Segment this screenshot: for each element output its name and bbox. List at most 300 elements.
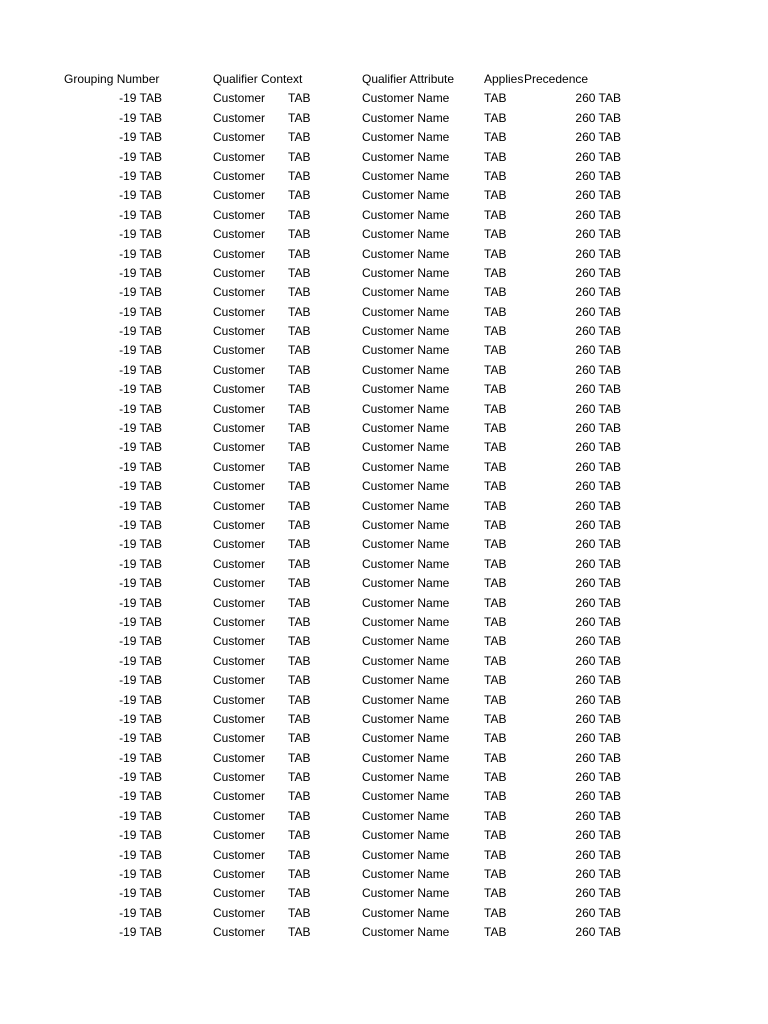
- precedence-cell: 260 TAB: [575, 149, 621, 164]
- grouping-number-cell: -19 TAB: [119, 614, 162, 629]
- attribute-tab-cell: TAB: [484, 401, 507, 416]
- context-tab-cell: TAB: [288, 808, 311, 823]
- grouping-number-cell: -19 TAB: [119, 653, 162, 668]
- precedence-cell: 260 TAB: [575, 498, 621, 513]
- grouping-number-cell: -19 TAB: [119, 634, 162, 649]
- context-tab-cell: TAB: [288, 556, 311, 571]
- grouping-number-cell: -19 TAB: [119, 343, 162, 358]
- qualifier-context-cell: Customer: [213, 828, 266, 843]
- precedence-cell: 260 TAB: [575, 750, 621, 765]
- table-row: [0, 652, 768, 671]
- context-tab-cell: TAB: [288, 886, 311, 901]
- precedence-cell: 260 TAB: [575, 343, 621, 358]
- grouping-number-cell: -19 TAB: [119, 168, 162, 183]
- precedence-cell: 260 TAB: [575, 634, 621, 649]
- context-tab-cell: TAB: [288, 168, 311, 183]
- table-row: [0, 691, 768, 710]
- precedence-cell: 260 TAB: [575, 246, 621, 261]
- context-tab-cell: TAB: [288, 440, 311, 455]
- qualifier-attribute-cell: Customer Name: [362, 847, 450, 862]
- context-tab-cell: TAB: [288, 285, 311, 300]
- context-tab-cell: TAB: [288, 653, 311, 668]
- qualifier-context-cell: Customer: [213, 905, 266, 920]
- qualifier-attribute-cell: Customer Name: [362, 517, 450, 532]
- table-row: [0, 458, 768, 477]
- attribute-tab-cell: TAB: [484, 207, 507, 222]
- table-row: [0, 380, 768, 399]
- table-row: [0, 303, 768, 322]
- qualifier-attribute-cell: Customer Name: [362, 110, 450, 125]
- qualifier-context-cell: Customer: [213, 285, 266, 300]
- grouping-number-cell: -19 TAB: [119, 459, 162, 474]
- qualifier-context-cell: Customer: [213, 265, 266, 280]
- attribute-tab-cell: TAB: [484, 382, 507, 397]
- context-tab-cell: TAB: [288, 614, 311, 629]
- grouping-number-cell: -19 TAB: [119, 265, 162, 280]
- context-tab-cell: TAB: [288, 731, 311, 746]
- qualifier-attribute-cell: Customer Name: [362, 595, 450, 610]
- table-row: [0, 148, 768, 167]
- table-row: [0, 865, 768, 884]
- precedence-cell: 260 TAB: [575, 517, 621, 532]
- table-row: [0, 245, 768, 264]
- attribute-tab-cell: TAB: [484, 847, 507, 862]
- table-row: [0, 225, 768, 244]
- precedence-cell: 260 TAB: [575, 789, 621, 804]
- grouping-number-cell: -19 TAB: [119, 905, 162, 920]
- context-tab-cell: TAB: [288, 265, 311, 280]
- qualifier-attribute-cell: Customer Name: [362, 905, 450, 920]
- precedence-cell: 260 TAB: [575, 770, 621, 785]
- attribute-tab-cell: TAB: [484, 130, 507, 145]
- precedence-cell: 260 TAB: [575, 673, 621, 688]
- qualifier-context-cell: Customer: [213, 789, 266, 804]
- attribute-tab-cell: TAB: [484, 479, 507, 494]
- attribute-tab-cell: TAB: [484, 614, 507, 629]
- attribute-tab-cell: TAB: [484, 537, 507, 552]
- grouping-number-cell: -19 TAB: [119, 207, 162, 222]
- qualifier-context-cell: Customer: [213, 188, 266, 203]
- table-row: [0, 826, 768, 845]
- table-row: [0, 264, 768, 283]
- qualifier-attribute-cell: Customer Name: [362, 246, 450, 261]
- attribute-tab-cell: TAB: [484, 808, 507, 823]
- grouping-number-cell: -19 TAB: [119, 576, 162, 591]
- qualifier-attribute-cell: Customer Name: [362, 731, 450, 746]
- table-row: [0, 904, 768, 923]
- qualifier-attribute-cell: Customer Name: [362, 556, 450, 571]
- precedence-cell: 260 TAB: [575, 401, 621, 416]
- precedence-cell: 260 TAB: [575, 440, 621, 455]
- context-tab-cell: TAB: [288, 498, 311, 513]
- table-row: [0, 535, 768, 554]
- attribute-tab-cell: TAB: [484, 750, 507, 765]
- grouping-number-cell: -19 TAB: [119, 828, 162, 843]
- table-row: [0, 283, 768, 302]
- attribute-tab-cell: TAB: [484, 149, 507, 164]
- precedence-cell: 260 TAB: [575, 576, 621, 591]
- qualifier-context-cell: Customer: [213, 614, 266, 629]
- attribute-tab-cell: TAB: [484, 343, 507, 358]
- table-row: [0, 574, 768, 593]
- table-row: [0, 846, 768, 865]
- grouping-number-cell: -19 TAB: [119, 673, 162, 688]
- table-body: [0, 89, 768, 942]
- attribute-tab-cell: TAB: [484, 576, 507, 591]
- table-row: [0, 341, 768, 360]
- qualifier-attribute-cell: Customer Name: [362, 459, 450, 474]
- qualifier-attribute-cell: Customer Name: [362, 634, 450, 649]
- attribute-tab-cell: TAB: [484, 91, 507, 106]
- grouping-number-cell: -19 TAB: [119, 731, 162, 746]
- qualifier-attribute-cell: Customer Name: [362, 382, 450, 397]
- attribute-tab-cell: TAB: [484, 770, 507, 785]
- context-tab-cell: TAB: [288, 110, 311, 125]
- precedence-cell: 260 TAB: [575, 362, 621, 377]
- qualifier-table: [0, 70, 768, 943]
- context-tab-cell: TAB: [288, 711, 311, 726]
- qualifier-attribute-cell: Customer Name: [362, 265, 450, 280]
- qualifier-context-cell: Customer: [213, 673, 266, 688]
- grouping-number-cell: -19 TAB: [119, 498, 162, 513]
- context-tab-cell: TAB: [288, 479, 311, 494]
- grouping-number-cell: -19 TAB: [119, 110, 162, 125]
- grouping-number-cell: -19 TAB: [119, 91, 162, 106]
- qualifier-attribute-cell: Customer Name: [362, 692, 450, 707]
- table-row: [0, 400, 768, 419]
- table-row: [0, 419, 768, 438]
- table-row: [0, 128, 768, 147]
- qualifier-context-cell: Customer: [213, 556, 266, 571]
- qualifier-attribute-cell: Customer Name: [362, 789, 450, 804]
- attribute-tab-cell: TAB: [484, 265, 507, 280]
- context-tab-cell: TAB: [288, 130, 311, 145]
- precedence-cell: 260 TAB: [575, 265, 621, 280]
- context-tab-cell: TAB: [288, 692, 311, 707]
- table-row: [0, 768, 768, 787]
- table-row: [0, 555, 768, 574]
- context-tab-cell: TAB: [288, 304, 311, 319]
- attribute-tab-cell: TAB: [484, 459, 507, 474]
- qualifier-context-cell: Customer: [213, 925, 266, 940]
- context-tab-cell: TAB: [288, 91, 311, 106]
- context-tab-cell: TAB: [288, 537, 311, 552]
- context-tab-cell: TAB: [288, 149, 311, 164]
- precedence-cell: 260 TAB: [575, 537, 621, 552]
- precedence-cell: 260 TAB: [575, 653, 621, 668]
- context-tab-cell: TAB: [288, 517, 311, 532]
- table-row: [0, 516, 768, 535]
- precedence-cell: 260 TAB: [575, 886, 621, 901]
- qualifier-attribute-cell: Customer Name: [362, 673, 450, 688]
- grouping-number-cell: -19 TAB: [119, 556, 162, 571]
- precedence-cell: 260 TAB: [575, 285, 621, 300]
- context-tab-cell: TAB: [288, 421, 311, 436]
- precedence-cell: 260 TAB: [575, 382, 621, 397]
- table-row: [0, 477, 768, 496]
- attribute-tab-cell: TAB: [484, 227, 507, 242]
- qualifier-attribute-cell: Customer Name: [362, 750, 450, 765]
- qualifier-attribute-cell: Customer Name: [362, 343, 450, 358]
- qualifier-attribute-cell: Customer Name: [362, 207, 450, 222]
- precedence-cell: 260 TAB: [575, 91, 621, 106]
- grouping-number-cell: -19 TAB: [119, 711, 162, 726]
- attribute-tab-cell: TAB: [484, 886, 507, 901]
- precedence-cell: 260 TAB: [575, 227, 621, 242]
- precedence-cell: 260 TAB: [575, 130, 621, 145]
- grouping-number-cell: -19 TAB: [119, 808, 162, 823]
- attribute-tab-cell: TAB: [484, 246, 507, 261]
- qualifier-attribute-cell: Customer Name: [362, 614, 450, 629]
- context-tab-cell: TAB: [288, 576, 311, 591]
- qualifier-attribute-cell: Customer Name: [362, 227, 450, 242]
- qualifier-context-cell: Customer: [213, 886, 266, 901]
- context-tab-cell: TAB: [288, 188, 311, 203]
- attribute-tab-cell: TAB: [484, 653, 507, 668]
- qualifier-context-cell: Customer: [213, 479, 266, 494]
- qualifier-attribute-cell: Customer Name: [362, 867, 450, 882]
- attribute-tab-cell: TAB: [484, 110, 507, 125]
- table-row: [0, 497, 768, 516]
- table-row: [0, 186, 768, 205]
- context-tab-cell: TAB: [288, 789, 311, 804]
- precedence-cell: 260 TAB: [575, 847, 621, 862]
- qualifier-context-cell: Customer: [213, 362, 266, 377]
- qualifier-attribute-cell: Customer Name: [362, 401, 450, 416]
- qualifier-attribute-cell: Customer Name: [362, 285, 450, 300]
- attribute-tab-cell: TAB: [484, 867, 507, 882]
- table-row: [0, 89, 768, 108]
- qualifier-attribute-cell: Customer Name: [362, 925, 450, 940]
- grouping-number-cell: -19 TAB: [119, 149, 162, 164]
- attribute-tab-cell: TAB: [484, 556, 507, 571]
- table-row: [0, 884, 768, 903]
- qualifier-context-cell: Customer: [213, 847, 266, 862]
- grouping-number-cell: -19 TAB: [119, 130, 162, 145]
- attribute-tab-cell: TAB: [484, 421, 507, 436]
- qualifier-context-cell: Customer: [213, 246, 266, 261]
- attribute-tab-cell: TAB: [484, 168, 507, 183]
- grouping-number-cell: -19 TAB: [119, 692, 162, 707]
- context-tab-cell: TAB: [288, 246, 311, 261]
- attribute-tab-cell: TAB: [484, 498, 507, 513]
- qualifier-attribute-cell: Customer Name: [362, 828, 450, 843]
- context-tab-cell: TAB: [288, 343, 311, 358]
- grouping-number-cell: -19 TAB: [119, 925, 162, 940]
- qualifier-context-cell: Customer: [213, 808, 266, 823]
- precedence-cell: 260 TAB: [575, 905, 621, 920]
- precedence-cell: 260 TAB: [575, 867, 621, 882]
- context-tab-cell: TAB: [288, 634, 311, 649]
- qualifier-context-cell: Customer: [213, 343, 266, 358]
- precedence-cell: 260 TAB: [575, 459, 621, 474]
- qualifier-context-cell: Customer: [213, 207, 266, 222]
- table-row: [0, 749, 768, 768]
- precedence-cell: 260 TAB: [575, 731, 621, 746]
- qualifier-context-cell: Customer: [213, 576, 266, 591]
- table-row: [0, 361, 768, 380]
- context-tab-cell: TAB: [288, 847, 311, 862]
- table-row: [0, 438, 768, 457]
- grouping-number-cell: -19 TAB: [119, 789, 162, 804]
- context-tab-cell: TAB: [288, 401, 311, 416]
- header-grouping-number: Grouping Number: [64, 72, 160, 86]
- table-row: [0, 787, 768, 806]
- table-row: [0, 632, 768, 651]
- precedence-cell: 260 TAB: [575, 110, 621, 125]
- precedence-cell: 260 TAB: [575, 556, 621, 571]
- precedence-cell: 260 TAB: [575, 925, 621, 940]
- precedence-cell: 260 TAB: [575, 207, 621, 222]
- context-tab-cell: TAB: [288, 207, 311, 222]
- precedence-cell: 260 TAB: [575, 692, 621, 707]
- grouping-number-cell: -19 TAB: [119, 440, 162, 455]
- qualifier-context-cell: Customer: [213, 110, 266, 125]
- table-row: [0, 322, 768, 341]
- grouping-number-cell: -19 TAB: [119, 421, 162, 436]
- qualifier-context-cell: Customer: [213, 867, 266, 882]
- grouping-number-cell: -19 TAB: [119, 362, 162, 377]
- attribute-tab-cell: TAB: [484, 188, 507, 203]
- context-tab-cell: TAB: [288, 362, 311, 377]
- attribute-tab-cell: TAB: [484, 285, 507, 300]
- context-tab-cell: TAB: [288, 227, 311, 242]
- precedence-cell: 260 TAB: [575, 828, 621, 843]
- header-applies: Applies: [484, 72, 524, 86]
- precedence-cell: 260 TAB: [575, 304, 621, 319]
- grouping-number-cell: -19 TAB: [119, 324, 162, 339]
- table-row: [0, 109, 768, 128]
- attribute-tab-cell: TAB: [484, 362, 507, 377]
- qualifier-context-cell: Customer: [213, 731, 266, 746]
- qualifier-attribute-cell: Customer Name: [362, 188, 450, 203]
- grouping-number-cell: -19 TAB: [119, 285, 162, 300]
- qualifier-context-cell: Customer: [213, 227, 266, 242]
- context-tab-cell: TAB: [288, 750, 311, 765]
- qualifier-context-cell: Customer: [213, 401, 266, 416]
- precedence-cell: 260 TAB: [575, 168, 621, 183]
- grouping-number-cell: -19 TAB: [119, 770, 162, 785]
- context-tab-cell: TAB: [288, 828, 311, 843]
- precedence-cell: 260 TAB: [575, 324, 621, 339]
- context-tab-cell: TAB: [288, 673, 311, 688]
- context-tab-cell: TAB: [288, 382, 311, 397]
- context-tab-cell: TAB: [288, 770, 311, 785]
- qualifier-attribute-cell: Customer Name: [362, 711, 450, 726]
- qualifier-attribute-cell: Customer Name: [362, 440, 450, 455]
- qualifier-context-cell: Customer: [213, 750, 266, 765]
- qualifier-context-cell: Customer: [213, 168, 266, 183]
- qualifier-attribute-cell: Customer Name: [362, 653, 450, 668]
- context-tab-cell: TAB: [288, 905, 311, 920]
- attribute-tab-cell: TAB: [484, 673, 507, 688]
- attribute-tab-cell: TAB: [484, 692, 507, 707]
- qualifier-attribute-cell: Customer Name: [362, 91, 450, 106]
- grouping-number-cell: -19 TAB: [119, 886, 162, 901]
- qualifier-attribute-cell: Customer Name: [362, 576, 450, 591]
- qualifier-context-cell: Customer: [213, 421, 266, 436]
- precedence-cell: 260 TAB: [575, 711, 621, 726]
- qualifier-context-cell: Customer: [213, 440, 266, 455]
- attribute-tab-cell: TAB: [484, 595, 507, 610]
- qualifier-attribute-cell: Customer Name: [362, 808, 450, 823]
- qualifier-context-cell: Customer: [213, 770, 266, 785]
- attribute-tab-cell: TAB: [484, 440, 507, 455]
- qualifier-context-cell: Customer: [213, 382, 266, 397]
- precedence-cell: 260 TAB: [575, 421, 621, 436]
- grouping-number-cell: -19 TAB: [119, 479, 162, 494]
- table-row: [0, 710, 768, 729]
- grouping-number-cell: -19 TAB: [119, 304, 162, 319]
- table-row: [0, 206, 768, 225]
- attribute-tab-cell: TAB: [484, 731, 507, 746]
- qualifier-attribute-cell: Customer Name: [362, 498, 450, 513]
- qualifier-attribute-cell: Customer Name: [362, 149, 450, 164]
- grouping-number-cell: -19 TAB: [119, 382, 162, 397]
- attribute-tab-cell: TAB: [484, 905, 507, 920]
- table-row: [0, 923, 768, 942]
- qualifier-context-cell: Customer: [213, 91, 266, 106]
- grouping-number-cell: -19 TAB: [119, 750, 162, 765]
- qualifier-context-cell: Customer: [213, 634, 266, 649]
- qualifier-context-cell: Customer: [213, 130, 266, 145]
- grouping-number-cell: -19 TAB: [119, 537, 162, 552]
- context-tab-cell: TAB: [288, 595, 311, 610]
- qualifier-attribute-cell: Customer Name: [362, 537, 450, 552]
- table-row: [0, 594, 768, 613]
- header-precedence: Precedence: [524, 72, 589, 86]
- qualifier-context-cell: Customer: [213, 595, 266, 610]
- grouping-number-cell: -19 TAB: [119, 595, 162, 610]
- qualifier-attribute-cell: Customer Name: [362, 886, 450, 901]
- grouping-number-cell: -19 TAB: [119, 246, 162, 261]
- attribute-tab-cell: TAB: [484, 828, 507, 843]
- table-header-row: [0, 70, 768, 89]
- grouping-number-cell: -19 TAB: [119, 401, 162, 416]
- precedence-cell: 260 TAB: [575, 479, 621, 494]
- qualifier-context-cell: Customer: [213, 517, 266, 532]
- qualifier-context-cell: Customer: [213, 304, 266, 319]
- header-qualifier-context: Qualifier Context: [213, 72, 303, 86]
- qualifier-attribute-cell: Customer Name: [362, 304, 450, 319]
- precedence-cell: 260 TAB: [575, 614, 621, 629]
- precedence-cell: 260 TAB: [575, 188, 621, 203]
- precedence-cell: 260 TAB: [575, 808, 621, 823]
- attribute-tab-cell: TAB: [484, 517, 507, 532]
- qualifier-context-cell: Customer: [213, 653, 266, 668]
- attribute-tab-cell: TAB: [484, 634, 507, 649]
- precedence-cell: 260 TAB: [575, 595, 621, 610]
- grouping-number-cell: -19 TAB: [119, 847, 162, 862]
- qualifier-context-cell: Customer: [213, 711, 266, 726]
- qualifier-context-cell: Customer: [213, 692, 266, 707]
- qualifier-attribute-cell: Customer Name: [362, 130, 450, 145]
- table-row: [0, 613, 768, 632]
- table-row: [0, 167, 768, 186]
- qualifier-attribute-cell: Customer Name: [362, 479, 450, 494]
- qualifier-attribute-cell: Customer Name: [362, 324, 450, 339]
- header-qualifier-attribute: Qualifier Attribute: [362, 72, 455, 86]
- grouping-number-cell: -19 TAB: [119, 227, 162, 242]
- grouping-number-cell: -19 TAB: [119, 867, 162, 882]
- qualifier-context-cell: Customer: [213, 459, 266, 474]
- qualifier-context-cell: Customer: [213, 149, 266, 164]
- qualifier-context-cell: Customer: [213, 498, 266, 513]
- attribute-tab-cell: TAB: [484, 789, 507, 804]
- qualifier-context-cell: Customer: [213, 324, 266, 339]
- qualifier-attribute-cell: Customer Name: [362, 421, 450, 436]
- qualifier-attribute-cell: Customer Name: [362, 168, 450, 183]
